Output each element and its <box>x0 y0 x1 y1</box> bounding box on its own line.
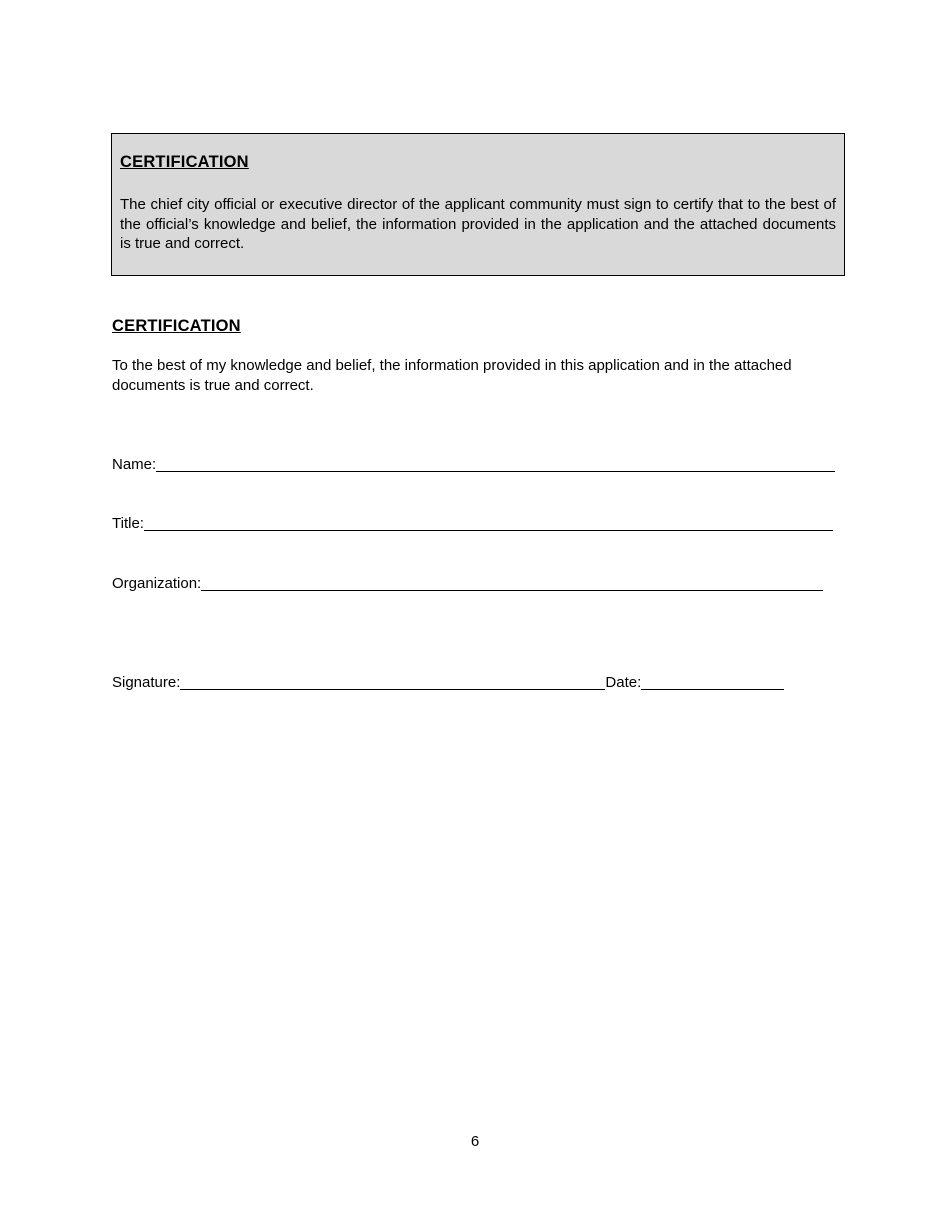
certification-heading: CERTIFICATION <box>112 317 241 335</box>
name-blank-line[interactable] <box>156 457 835 472</box>
certification-statement: To the best of my knowledge and belief, the information provided in this application and in the attached documents is true and correct. <box>112 357 792 394</box>
name-field <box>112 455 835 474</box>
signature-blank-line[interactable] <box>180 675 605 690</box>
signature-label: Signature: <box>112 674 181 691</box>
instructions-heading: CERTIFICATION <box>120 153 249 171</box>
signature-date-row <box>112 673 784 692</box>
organization-blank-line[interactable] <box>201 576 823 591</box>
name-label: Name: <box>112 456 157 473</box>
page-number: 6 <box>470 1133 480 1150</box>
date-blank-line[interactable] <box>641 675 784 690</box>
title-label: Title: <box>112 515 144 532</box>
instructions-box <box>111 133 845 276</box>
date-label: Date: <box>605 674 642 691</box>
instructions-text: The chief city official or executive director of the applicant community must sign to certify that to the best of the official’s knowledge and belief, the information provided in the application and the attached documents is true and correct. <box>120 196 836 252</box>
organization-label: Organization: <box>112 575 202 592</box>
title-blank-line[interactable] <box>144 516 833 531</box>
organization-field <box>112 574 823 593</box>
title-field <box>112 514 833 533</box>
